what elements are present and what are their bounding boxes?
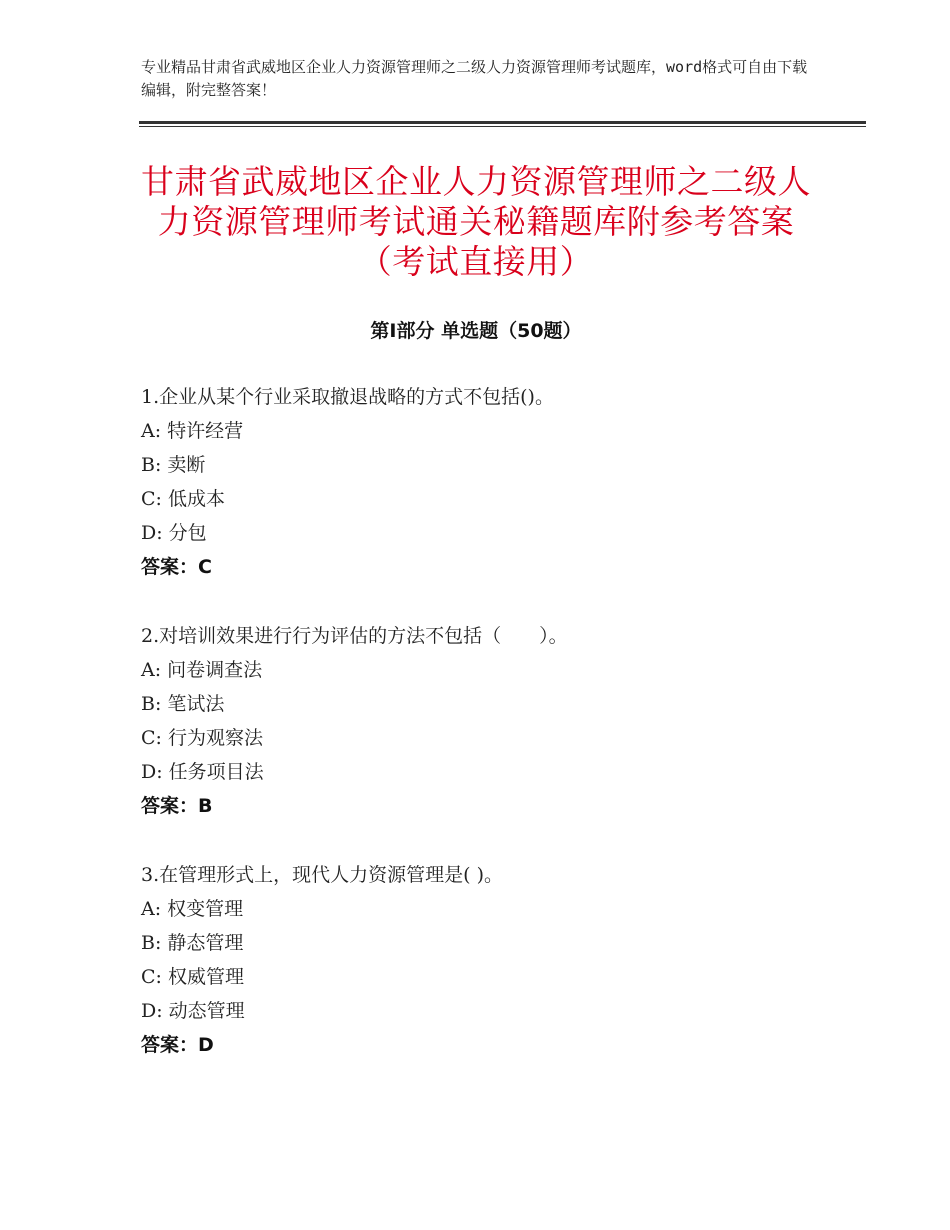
answer-line: 答案：C: [141, 556, 212, 578]
option-a: A: 问卷调查法: [141, 659, 263, 681]
header-divider-thick: [139, 121, 866, 124]
document-title: 甘肃省武威地区企业人力资源管理师之二级人力资源管理师考试通关秘籍题库附参考答案（考试直接用）: [141, 162, 811, 281]
option-c: C: 权威管理: [141, 966, 244, 988]
option-a: A: 特许经营: [141, 420, 244, 442]
header-note: 专业精品甘肃省武威地区企业人力资源管理师之二级人力资源管理师考试题库，word格式可自由下载编辑，附完整答案！: [141, 58, 808, 99]
option-b: B: 卖断: [141, 454, 206, 476]
question-stem: 3.在管理形式上，现代人力资源管理是( )。: [141, 864, 503, 886]
option-b: B: 静态管理: [141, 932, 244, 954]
section-title: 第Ⅰ部分 单选题（50题）: [370, 320, 582, 342]
answer-line: 答案：D: [141, 1034, 214, 1056]
option-c: C: 低成本: [141, 488, 225, 510]
option-d: D: 动态管理: [141, 1000, 245, 1022]
option-d: D: 分包: [141, 522, 207, 544]
question-stem: 1.企业从某个行业采取撤退战略的方式不包括()。: [141, 386, 554, 408]
question-stem: 2.对培训效果进行行为评估的方法不包括（ ）。: [141, 625, 568, 647]
option-b: B: 笔试法: [141, 693, 225, 715]
question-3: [141, 858, 841, 1062]
header-divider-thin: [139, 126, 866, 127]
answer-line: 答案：B: [141, 795, 213, 817]
option-a: A: 权变管理: [141, 898, 244, 920]
option-c: C: 行为观察法: [141, 727, 263, 749]
question-1: [141, 380, 841, 584]
question-2: [141, 619, 841, 823]
option-d: D: 任务项目法: [141, 761, 264, 783]
